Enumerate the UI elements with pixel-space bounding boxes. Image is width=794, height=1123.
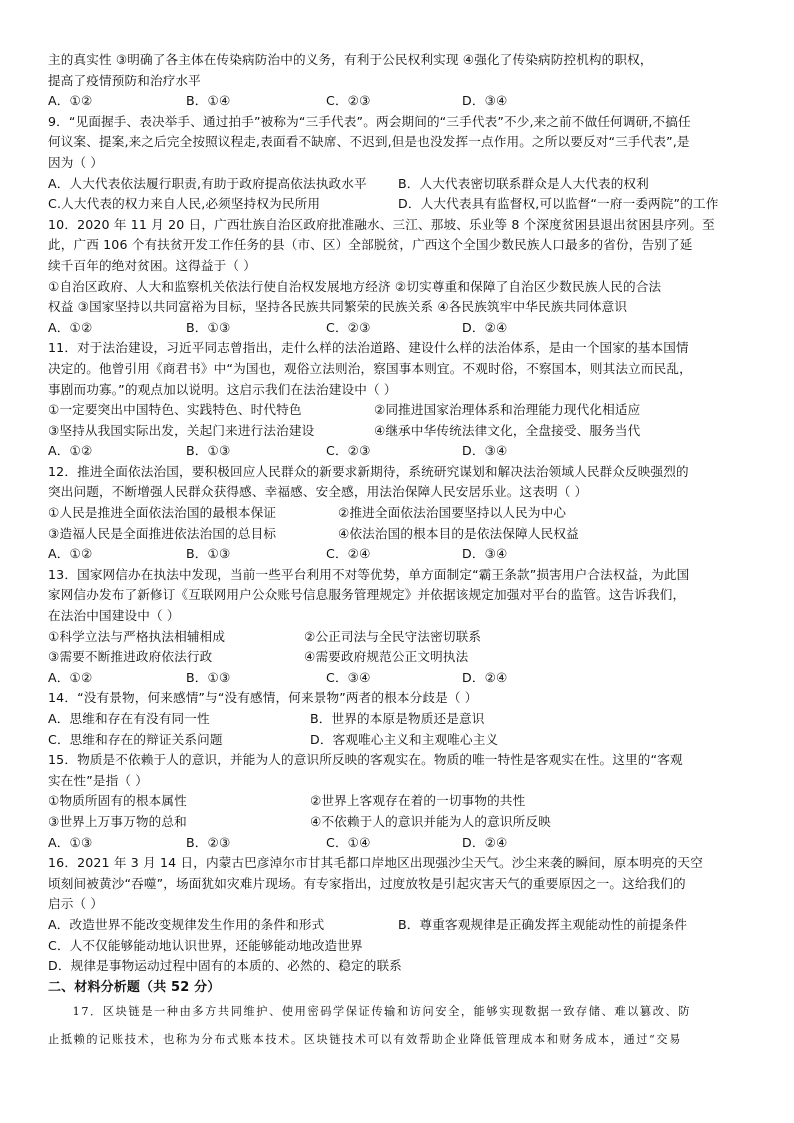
q13-items-34 bbox=[48, 647, 748, 668]
q10-items-1: ①自治区政府、人大和监察机关依法行使自治权发展地方经济 ②切实尊重和保障了自治区少数民族人民的合法 bbox=[48, 278, 662, 294]
q13-items-12 bbox=[48, 627, 748, 648]
q14-stem-1: 14．“没有景物，何来感情”与“没有感情，何来景物”两者的根本分歧是（ ） bbox=[48, 690, 478, 706]
q14-options-ab bbox=[48, 709, 748, 730]
q8-option-a: A．①② bbox=[48, 93, 93, 109]
q15-option-b: B．②③ bbox=[186, 834, 231, 850]
q11-stem-1: 11．对于法治建设，习近平同志曾指出，走什么样的法治道路、建设什么样的法治体系，是由一个国家的基本国情 bbox=[48, 340, 689, 356]
q15-stem-2: 实在性”是指（ ） bbox=[48, 772, 149, 788]
q11-item-3: ③坚持从我国实际出发，关起门来进行法治建设 bbox=[48, 422, 315, 438]
q12-item-2: ②推进全面依法治国要坚持以人民为中心 bbox=[338, 505, 567, 521]
q9-stem-3: 因为（ ） bbox=[48, 154, 104, 170]
q15-options bbox=[48, 833, 748, 854]
q16-option-c: C．人不仅能够能动地认识世界，还能够能动地改造世界 bbox=[48, 937, 363, 953]
q8-option-c: C．②③ bbox=[326, 93, 371, 109]
q10-stem-3: 续千百年的绝对贫困。这得益于（ ） bbox=[48, 257, 257, 273]
q15-items-12 bbox=[48, 791, 748, 812]
q13-item-4: ④需要政府规范公正文明执法 bbox=[304, 649, 469, 665]
q14-option-d: D．客观唯心主义和主观唯心主义 bbox=[310, 731, 499, 747]
q10-items-2: 权益 ③国家坚持以共同富裕为目标，坚持各民族共同繁荣的民族关系 ④各民族筑牢中华民族共同体意识 bbox=[48, 299, 628, 315]
q8-options bbox=[48, 91, 748, 112]
q9-options-ab bbox=[48, 174, 748, 195]
q10-option-c: C．②③ bbox=[326, 319, 371, 335]
q10-stem-2: 此，广西 106 个有扶贫开发工作任务的县（市、区）全部脱贫，广西这个全国少数民族人口最多的省份，告别了延 bbox=[48, 237, 693, 253]
q13-stem-3: 在法治中国建设中（ ） bbox=[48, 608, 180, 624]
q9-option-a: A．人大代表依法履行职责,有助于政府提高依法执政水平 bbox=[48, 175, 367, 191]
q11-items-12 bbox=[48, 400, 748, 421]
section-2-title: 二、材料分析题（共 52 分） bbox=[48, 979, 221, 995]
q11-option-d: D．③④ bbox=[462, 443, 508, 459]
q16-stem-3: 启示（ ） bbox=[48, 896, 104, 912]
q15-item-1: ①物质所固有的根本属性 bbox=[48, 793, 187, 809]
q9-options-cd bbox=[48, 194, 748, 215]
q13-option-c: C．③④ bbox=[326, 669, 371, 685]
q17-material-1: 17．区块链是一种由多方共同维护、使用密码学保证传输和访问安全，能够实现数据一致存储、难以篡改、防 bbox=[72, 1005, 692, 1019]
q9-stem-2: 何议案、提案,来之后完全按照议程走,表面看不缺席、不迟到,但是也没发挥一点作用。之所以要反对“三手代表”,是 bbox=[48, 134, 690, 150]
exam-content bbox=[48, 50, 748, 1054]
q13-item-2: ②公正司法与全民守法密切联系 bbox=[304, 628, 482, 644]
q10-option-a: A．①② bbox=[48, 319, 93, 335]
q11-items-34 bbox=[48, 421, 748, 442]
q13-option-a: A．①② bbox=[48, 669, 93, 685]
q13-item-1: ①科学立法与严格执法相辅相成 bbox=[48, 628, 226, 644]
q15-option-c: C．①④ bbox=[326, 834, 371, 850]
q16-option-a: A．改造世界不能改变规律发生作用的条件和形式 bbox=[48, 916, 325, 932]
q10-stem-1: 10．2020 年 11 月 20 日，广西壮族自治区政府批准融水、三江、那坡、乐业等 8 个深度贫困县退出贫困县序列。至 bbox=[48, 216, 715, 232]
q11-item-2: ②同推进国家治理体系和治理能力现代化相适应 bbox=[374, 402, 641, 418]
q14-option-c: C．思维和存在的辩证关系问题 bbox=[48, 731, 223, 747]
q14-options-cd bbox=[48, 730, 748, 751]
q9-option-d: D．人大代表具有监督权,可以监督“一府一委两院”的工作 bbox=[398, 196, 719, 212]
q15-stem-1: 15．物质是不依赖于人的意识，并能为人的意识所反映的客观实在。物质的唯一特性是客观实在性。这里的“客观 bbox=[48, 752, 683, 768]
q13-item-3: ③需要不断推进政府依法行政 bbox=[48, 649, 213, 665]
q10-options bbox=[48, 318, 748, 339]
q15-items-34 bbox=[48, 812, 748, 833]
q12-stem-1: 12．推进全面依法治国，要积极回应人民群众的新要求新期待，系统研究谋划和解决法治领域人民群众反映强烈的 bbox=[48, 463, 689, 479]
q11-option-c: C．②③ bbox=[326, 443, 371, 459]
q16-options-ab bbox=[48, 915, 748, 936]
q12-item-3: ③造福人民是全面推进依法治国的总目标 bbox=[48, 525, 277, 541]
q14-option-a: A．思维和存在有没有同一性 bbox=[48, 711, 210, 726]
q15-option-a: A．①③ bbox=[48, 834, 93, 850]
q11-option-b: B．①③ bbox=[186, 443, 231, 459]
q15-item-4: ④不依赖于人的意识并能为人的意识所反映 bbox=[310, 813, 551, 829]
q8-option-d: D．③④ bbox=[462, 93, 508, 109]
q12-option-c: C．②④ bbox=[326, 546, 371, 562]
q15-item-2: ②世界上客观存在着的一切事物的共性 bbox=[310, 793, 526, 809]
q12-items-34 bbox=[48, 524, 748, 545]
q12-options bbox=[48, 544, 748, 565]
q9-stem-1: 9．“见面握手、表决举手、通过拍手”被称为“三手代表”。两会期间的“三手代表”不少,来之前不做任何调研,不搞任 bbox=[48, 113, 691, 129]
q13-option-b: B．①③ bbox=[186, 669, 231, 685]
q13-option-d: D．②④ bbox=[462, 669, 508, 685]
q8-option-b: B．①④ bbox=[186, 93, 231, 109]
q16-option-d: D．规律是事物运动过程中固有的本质的、必然的、稳定的联系 bbox=[48, 958, 402, 974]
q11-item-1: ①一定要突出中国特色、实践特色、时代特色 bbox=[48, 402, 302, 418]
q12-item-4: ④依法治国的根本目的是依法保障人民权益 bbox=[338, 525, 579, 541]
q16-option-b: B．尊重客观规律是正确发挥主观能动性的前提条件 bbox=[398, 916, 688, 932]
q9-option-c: C.人大代表的权力来自人民,必须坚持权为民所用 bbox=[48, 196, 321, 212]
q11-option-a: A．①② bbox=[48, 443, 93, 459]
q12-item-1: ①人民是推进全面依法治国的最根本保证 bbox=[48, 505, 277, 521]
q15-option-d: D．②④ bbox=[462, 834, 508, 850]
q14-option-b: B．世界的本原是物质还是意识 bbox=[310, 711, 485, 726]
q11-options bbox=[48, 441, 748, 462]
q12-option-a: A．①② bbox=[48, 546, 93, 562]
q11-stem-2: 决定的。他曾引用《商君书》中“为国也，观俗立法则治，察国事本则宜。不观时俗，不察国本，则其法立而民乱， bbox=[48, 360, 692, 376]
q12-items-12 bbox=[48, 503, 748, 524]
q12-option-d: D．③④ bbox=[462, 546, 508, 562]
q13-options bbox=[48, 668, 748, 689]
q12-stem-2: 突出问题，不断增强人民群众获得感、幸福感、安全感，用法治保障人民安居乐业。这表明（ ） bbox=[48, 484, 588, 500]
q10-option-b: B．①③ bbox=[186, 319, 231, 335]
q8-line-1: 主的真实性 ③明确了各主体在传染病防治中的义务，有利于公民权利实现 ④强化了传染病防控机构的职权， bbox=[48, 52, 653, 67]
q15-item-3: ③世界上万事万物的总和 bbox=[48, 813, 187, 829]
q13-stem-1: 13．国家网信办在执法中发现，当前一些平台利用不对等优势，单方面制定“霸王条款”损害用户合法权益，为此国 bbox=[48, 566, 690, 582]
q13-stem-2: 家网信办发布了新修订《互联网用户公众账号信息服务管理规定》并依据该规定加强对平台的监管。这告诉我们， bbox=[48, 587, 686, 603]
q11-item-4: ④继承中华传统法律文化，全盘接受、服务当代 bbox=[374, 422, 641, 438]
q10-option-d: D．②④ bbox=[462, 319, 508, 335]
q17-material-2: 止抵赖的记账技术，也称为分布式账本技术。区块链技术可以有效帮助企业降低管理成本和财务成本，通过“交易 bbox=[48, 1033, 682, 1047]
q11-stem-3: 事剧而功寡。”的观点加以说明。这启示我们在法治建设中（ ） bbox=[48, 381, 397, 397]
q9-option-b: B．人大代表密切联系群众是人大代表的权利 bbox=[398, 175, 649, 191]
q16-stem-2: 顷刻间被黄沙“吞噬”，场面犹如灾难片现场。有专家指出，过度放牧是引起灾害天气的重要原因之一。这给我们的 bbox=[48, 875, 686, 891]
q16-stem-1: 16．2021 年 3 月 14 日，内蒙古巴彦淖尔市甘其毛都口岸地区出现强沙尘天气。沙尘来袭的瞬间，原本明亮的天空 bbox=[48, 855, 703, 871]
q8-line-2: 提高了疫情预防和治疗水平 bbox=[48, 72, 201, 88]
q12-option-b: B．①③ bbox=[186, 546, 231, 562]
